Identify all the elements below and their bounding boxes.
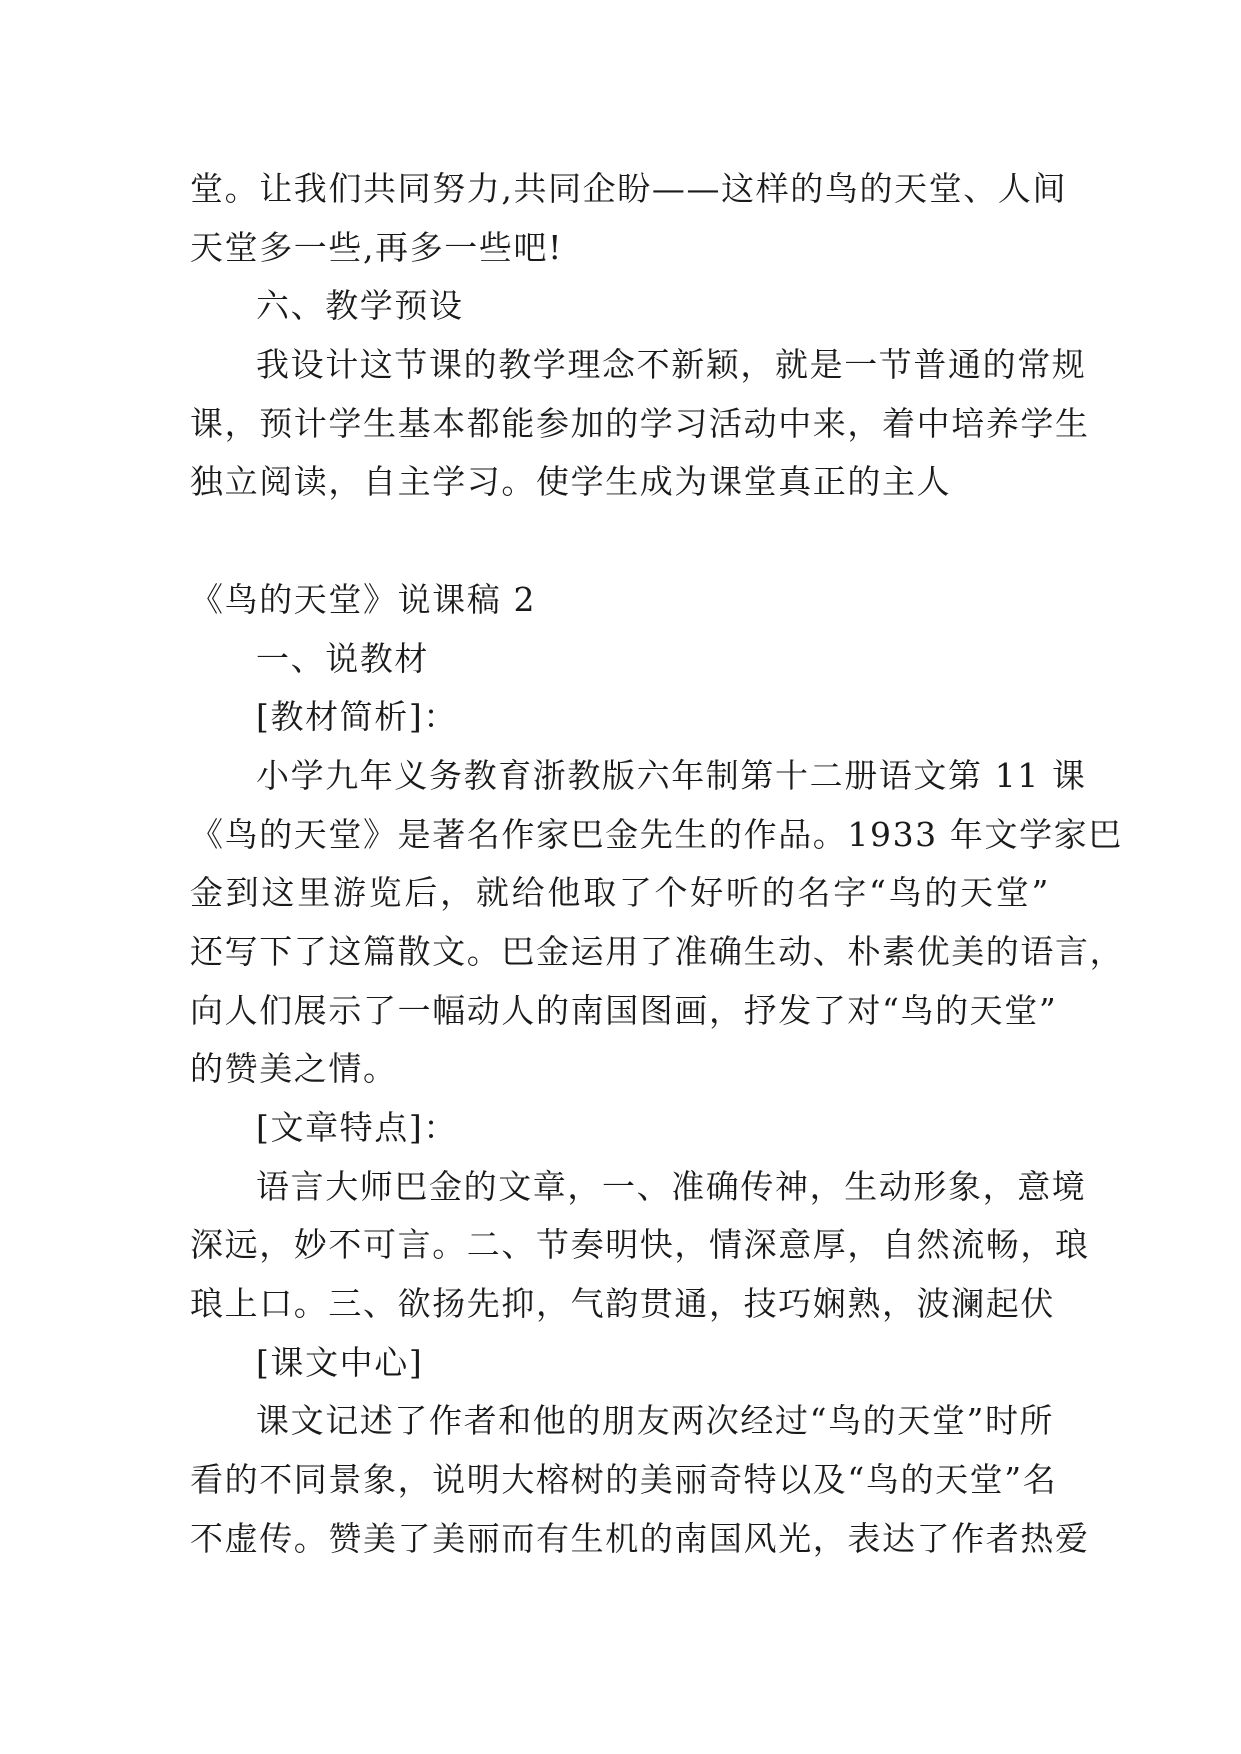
subheading: [教材简析]： (256, 697, 458, 737)
paragraph-line: 向人们展示了一幅动人的南国图画，抒发了对“鸟的天堂” (190, 990, 1058, 1030)
section-heading: 六、教学预设 (256, 286, 464, 326)
paragraph-line: 小学九年义务教育浙教版六年制第十二册语文第 11 课 (256, 755, 1087, 795)
subheading: [课文中心] (256, 1342, 424, 1382)
document-title: 《鸟的天堂》说课稿 2 (190, 579, 537, 619)
paragraph-line: 还写下了这篇散文。巴金运用了准确生动、朴素优美的语言， (190, 931, 1125, 971)
paragraph-line: 的赞美之情。 (190, 1049, 398, 1089)
paragraph-line: 我设计这节课的教学理念不新颖，就是一节普通的常规 (256, 345, 1087, 385)
paragraph-line: 课文记述了作者和他的朋友两次经过“鸟的天堂”时所 (256, 1401, 1055, 1441)
paragraph-line: 课，预计学生基本都能参加的学习活动中来，着中培养学生 (190, 403, 1090, 443)
paragraph-line: 语言大师巴金的文章，一、准确传神，生动形象，意境 (256, 1166, 1087, 1206)
section-heading: 一、说教材 (256, 638, 429, 678)
paragraph-line: 独立阅读，自主学习。使学生成为课堂真正的主人 (190, 462, 952, 502)
paragraph-line: 琅上口。三、欲扬先抑，气韵贯通，技巧娴熟，波澜起伏 (190, 1284, 1055, 1324)
paragraph-line: 不虚传。赞美了美丽而有生机的南国风光，表达了作者热爱 (190, 1518, 1090, 1558)
paragraph-line: 金到这里游览后，就给他取了个好听的名字“鸟的天堂” (190, 873, 1050, 913)
paragraph-line: 堂。让我们共同努力,共同企盼——这样的鸟的天堂、人间 (190, 169, 1068, 208)
paragraph-line: 《鸟的天堂》是著名作家巴金先生的作品。1933 年文学家巴 (190, 814, 1123, 854)
paragraph-line: 深远，妙不可言。二、节奏明快，情深意厚，自然流畅，琅 (190, 1225, 1090, 1265)
subheading: [文章特点]： (256, 1108, 458, 1147)
blank-line (190, 512, 1060, 571)
paragraph-line: 看的不同景象，说明大榕树的美丽奇特以及“鸟的天堂”名 (190, 1460, 1058, 1500)
document-body (190, 160, 1125, 1569)
paragraph-line: 天堂多一些,再多一些吧! (190, 227, 563, 267)
